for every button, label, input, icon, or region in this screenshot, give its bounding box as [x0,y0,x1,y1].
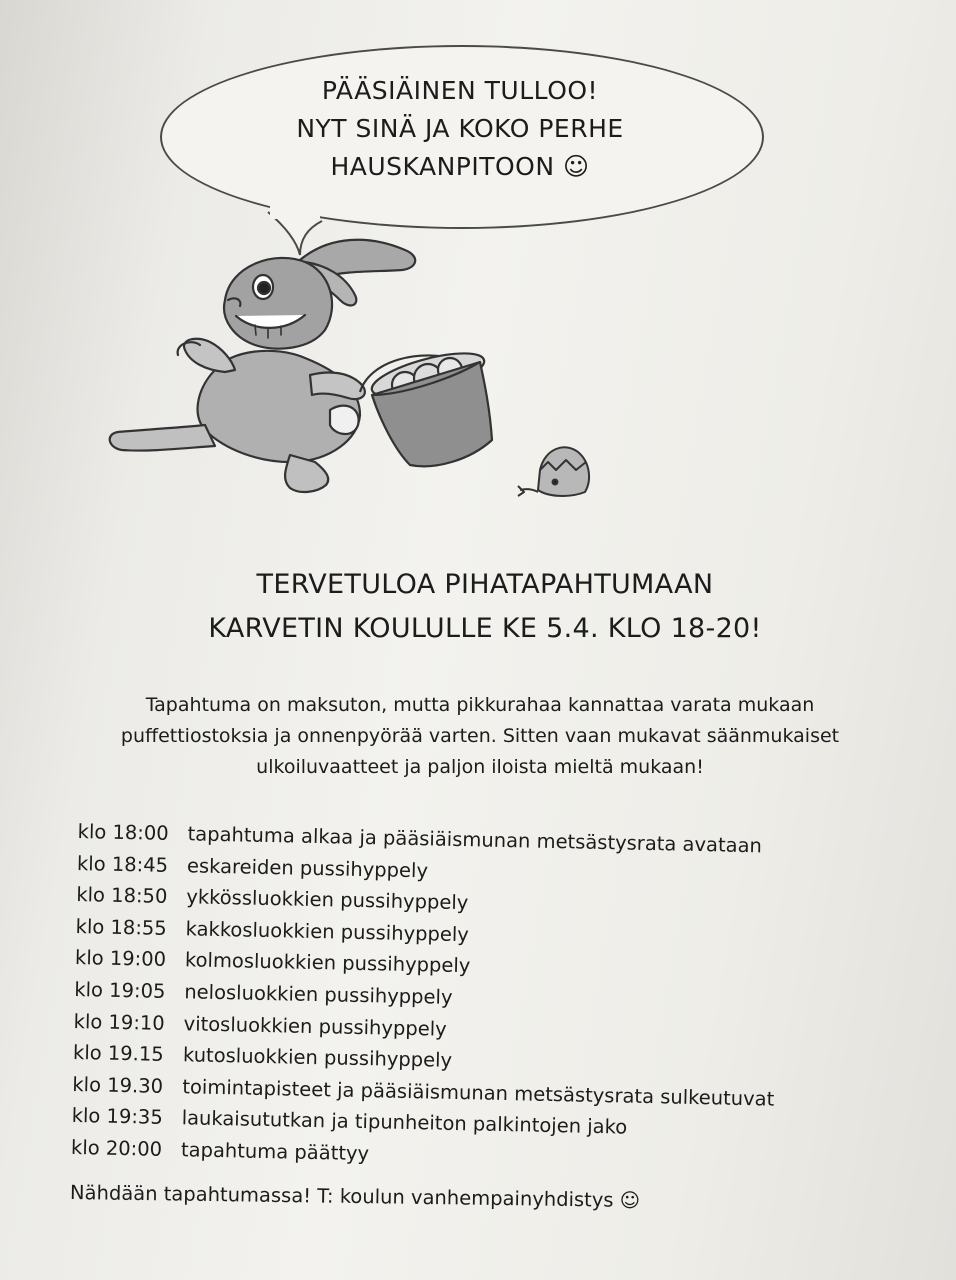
basket-icon [360,345,492,467]
schedule-event: toimintapisteet ja pääsiäismunan metsästysrata sulkeutuvat [182,1074,775,1111]
schedule-time: klo 18:55 [75,914,167,940]
schedule-list [71,816,878,1180]
schedule-time: klo 18:00 [77,819,169,845]
schedule-event: nelosluokkien pussihyppely [184,980,453,1009]
heading-line-1: TERVETULOA PIHATAPAHTUMAAN [256,569,714,600]
intro-line-1: Tapahtuma on maksuton, mutta pikkurahaa kannattaa varata mukaan [145,694,815,716]
intro-line-3: ulkoiluvaatteet ja paljon iloista mieltä mukaan! [256,756,704,778]
schedule-event: vitosluokkien pussihyppely [183,1011,447,1041]
schedule-time: klo 18:50 [76,883,168,909]
bubble-line-2: NYT SINÄ JA KOKO PERHE [296,114,624,143]
schedule-time: klo 19.15 [72,1041,164,1067]
bubble-line-1: PÄÄSIÄINEN TULLOO! [321,76,599,105]
schedule-time: klo 19:05 [74,977,166,1003]
bubble-line-3: HAUSKANPITOON ☺ [330,152,590,181]
chick-icon [518,447,589,496]
schedule-time: klo 20:00 [70,1135,163,1161]
schedule-time: klo 19:10 [73,1009,165,1035]
event-heading [160,563,810,651]
schedule-event: eskareiden pussihyppely [186,853,429,882]
schedule-event: kolmosluokkien pussihyppely [184,948,471,978]
intro-line-2: puffettiostoksia ja onnenpyörää varten. Sitten vaan mukavat säänmukaiset [120,725,840,747]
schedule-event: tapahtuma alkaa ja pääsiäismunan metsästysrata avataan [187,822,763,858]
schedule-event: ykkössluokkien pussihyppely [186,885,469,915]
footer-signature: Nähdään tapahtumassa! T: koulun vanhempainyhdistys ☺ [69,1181,641,1212]
schedule-time: klo 19:00 [74,946,167,972]
schedule-time: klo 19.30 [72,1072,164,1098]
heading-line-2: KARVETIN KOULULLE KE 5.4. KLO 18-20! [208,613,762,644]
schedule-time: klo 18:45 [76,851,169,877]
schedule-event: tapahtuma päättyy [180,1138,370,1166]
schedule-event: laukaisututkan ja tipunheiton palkintojen jako [181,1106,628,1139]
schedule-event: kakkosluokkien pussihyppely [185,917,470,946]
schedule-time: klo 19:35 [71,1104,163,1130]
schedule-event: kutosluokkien pussihyppely [182,1043,453,1073]
intro-paragraph [90,690,870,783]
bunny-icon [110,240,415,492]
